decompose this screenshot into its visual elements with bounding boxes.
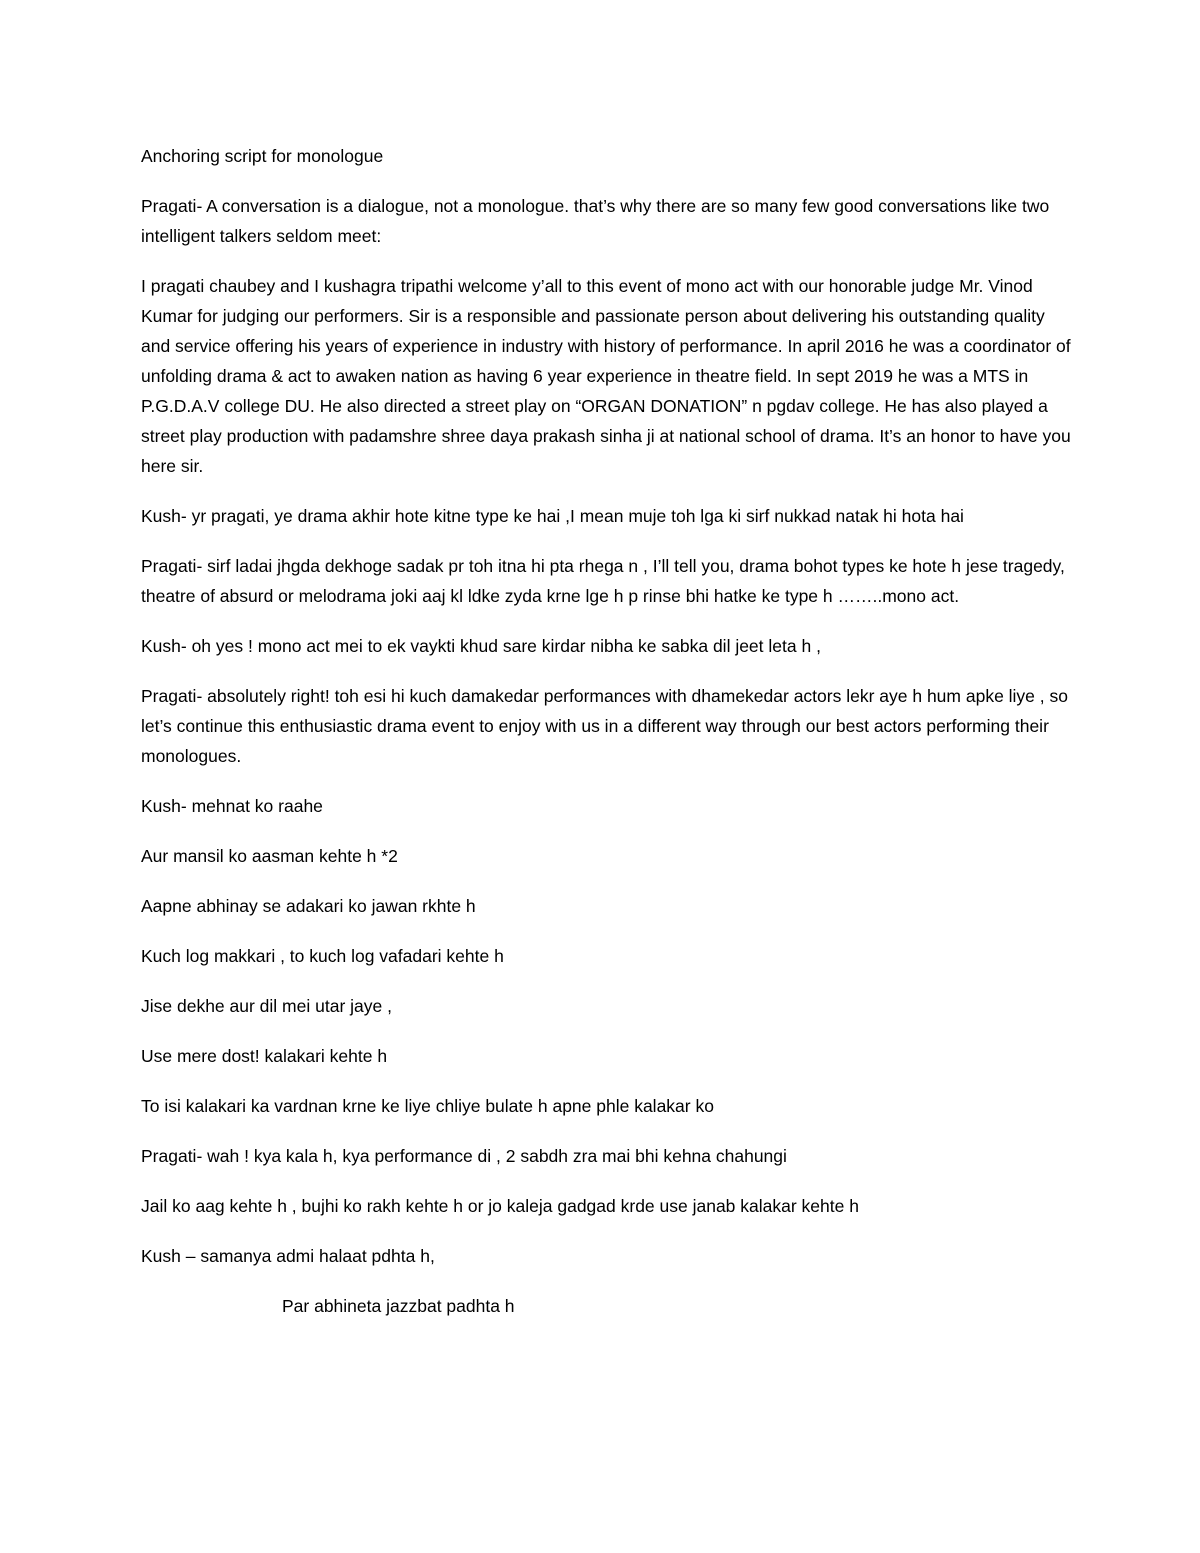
paragraph-kush-line: Kush – samanya admi halaat pdhta h, [141,1246,435,1266]
paragraph-pragati-continue: Pragati- absolutely right! toh esi hi kuch damakedar performances with dhamekedar actors lekr aye h hum apke liye , so let’s continue this enthusiastic drama event to enjoy with us in a different way through our best actors performing their monologues. [141,686,1068,766]
poem-line: Aapne abhinay se adakari ko jawan rkhte h [141,896,476,916]
poem-line: Use mere dost! kalakari kehte h [141,1046,388,1066]
document-body [141,141,1071,1341]
poem-line: Kuch log makkari , to kuch log vafadari kehte h [141,946,504,966]
poem-line: Kush- mehnat ko raahe [141,796,323,816]
poem-line: Aur mansil ko aasman kehte h *2 [141,846,398,866]
indented-poem-line: Par abhineta jazzbat padhta h [282,1296,515,1316]
paragraph-welcome: I pragati chaubey and I kushagra tripathi welcome y’all to this event of mono act with our honorable judge Mr. Vinod Kumar for judging our performers. Sir is a responsible and passionate person about delivering his outstanding quality and service offering his years of experience in industry with history of performance. In april 2016 he was a coordinator of unfolding drama & act to awaken nation as having 6 year experience in theatre field. In sept 2019 he was a MTS in P.G.D.A.V college DU. He also directed a street play on “ORGAN DONATION” n pgdav college. He has also played a street play production with padamshre shree daya prakash sinha ji at national school of drama. It’s an honor to have you here sir. [141,276,1071,476]
paragraph-pragati-types: Pragati- sirf ladai jhgda dekhoge sadak pr toh itna hi pta rhega n , I’ll tell you, drama bohot types ke hote h jese tragedy, theatre of absurd or melodrama joki aaj kl ldke zyda krne lge h p rinse bhi hatke ke type h ……..mono act. [141,556,1065,606]
document-title: Anchoring script for monologue [141,146,384,166]
paragraph-kush-mono-act: Kush- oh yes ! mono act mei to ek vaykti khud sare kirdar nibha ke sabka dil jeet leta h , [141,636,821,656]
paragraph-pragati-praise: Pragati- wah ! kya kala h, kya performance di , 2 sabdh zra mai bhi kehna chahungi [141,1146,787,1166]
paragraph-kush-question: Kush- yr pragati, ye drama akhir hote kitne type ke hai ,I mean muje toh lga ki sirf nukkad natak hi hota hai [141,506,964,526]
poem-line: Jail ko aag kehte h , bujhi ko rakh kehte h or jo kaleja gadgad krde use janab kalakar kehte h [141,1196,859,1216]
poem-line: Jise dekhe aur dil mei utar jaye , [141,996,392,1016]
paragraph-invite-performer: To isi kalakari ka vardnan krne ke liye chliye bulate h apne phle kalakar ko [141,1096,714,1116]
paragraph-intro-quote: Pragati- A conversation is a dialogue, not a monologue. that’s why there are so many few good conversations like two intelligent talkers seldom meet: [141,196,1050,246]
